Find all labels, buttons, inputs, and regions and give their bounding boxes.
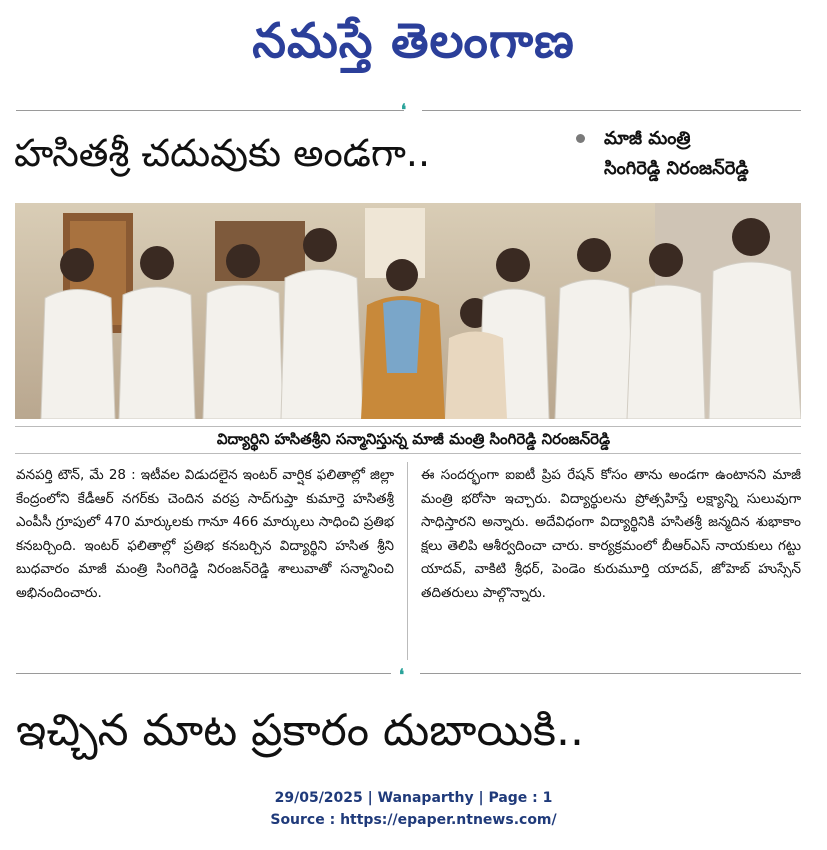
article-headline: హసితశ్రీ చదువుకు అండగా..: [14, 131, 431, 175]
quote-icon: ❛: [399, 665, 405, 684]
body-paragraph: ఈ సందర్భంగా ఐఐటీ ప్రిప రేషన్‌ కోసం తాను అండగా ఉంటానని మాజీ మంత్రి భరోసా ఇచ్చారు. విద్యార్థులను ప్రోత్సహిస్తే లక్ష్యాన్ని సులువుగా సాధిస్తారని అన్నారు. అదేవిధంగా విద్యార్థినికి హసితశ్రీ జన్మదిన శుభాకాం క్షలు తెలిపి ఆశీర్వదించా చారు. కార్యక్రమంలో బీఆర్‌ఎస్‌ నాయకులు గట్టు యాదవ్‌, వాకిటి శ్రీధర్‌, పెండెం కురుమూర్తి యాదవ్‌, జోహెబ్‌ హుస్సేన్‌ తదితరులు పాల్గొన్నారు.: [421, 467, 801, 601]
body-paragraph: వనపర్తి టౌన్‌, మే 28 : ఇటీవల విడుదలైన ఇంటర్‌ వార్షిక ఫలితాల్లో జిల్లా కేంద్రంలోని కేడీఆర్‌ నగర్‌కు చెందిన వరప్ర సాద్‌గుప్తా కుమార్తె హసితశ్రీ ఎంపీసీ గ్రూపులో 470 మార్కులకు గానూ 466 మార్కులు సాధించి ప్రతిభ కనబర్చింది. ఇంటర్‌ ఫలితాల్లో ప్రతిభ కనబర్చిన విద్యార్థిని హసిత శ్రీని బుధవారం మాజీ మంత్రి సింగిరెడ్డి నిరంజన్‌రెడ్డి శాలువాతో సన్మానించి అభినందించారు.: [16, 467, 394, 601]
masthead: [0, 6, 827, 76]
section-divider-left: [16, 110, 404, 111]
section-divider-right: [420, 673, 801, 674]
article-body-column-1: [16, 464, 394, 605]
photo-caption: విద్యార్థిని హసితశ్రీని సన్మానిస్తున్న మాజీ మంత్రి సింగిరెడ్డి నిరంజన్‌రెడ్డి: [216, 430, 611, 448]
newspaper-logo: నమస్తే తెలంగాణ: [252, 13, 575, 69]
bullet-icon: [576, 134, 585, 143]
article-headline: ఇచ్చిన మాట ప్రకారం దుబాయికి..: [16, 705, 584, 756]
section-divider-left: [16, 673, 391, 674]
footer-source-link[interactable]: Source : https://epaper.ntnews.com/: [270, 812, 557, 828]
article-byline: [604, 124, 749, 184]
byline-name: సింగిరెడ్డి నిరంజన్‌రెడ్డి: [604, 158, 749, 179]
group-photo-illustration: [15, 203, 801, 419]
footer-date-edition: 29/05/2025 | Wanaparthy | Page : 1: [274, 790, 553, 806]
section-divider-right: [422, 110, 801, 111]
article-photo: [15, 203, 801, 419]
article-body-column-2: [421, 464, 801, 605]
column-divider: [407, 462, 408, 660]
quote-icon: ❛: [401, 100, 407, 119]
byline-title: మాజీ మంత్రి: [604, 128, 691, 149]
